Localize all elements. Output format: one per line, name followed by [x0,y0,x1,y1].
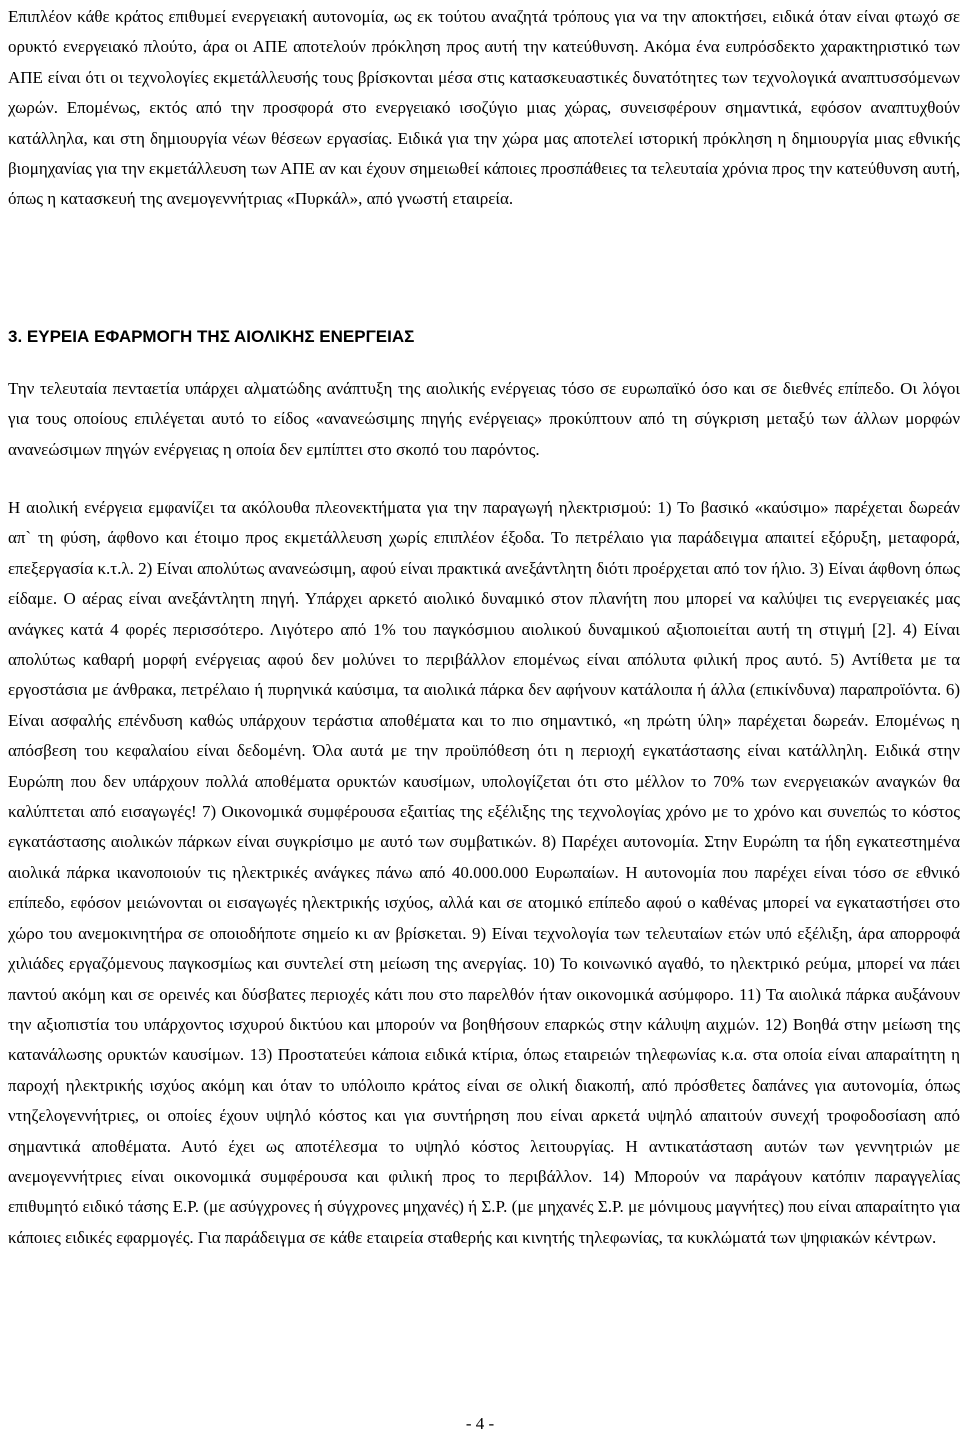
section-heading: 3. ΕΥΡΕΙΑ ΕΦΑΡΜΟΓΗ ΤΗΣ ΑΙΟΛΙΚΗΣ ΕΝΕΡΓΕΙΑΣ [8,327,415,346]
page-number: - 4 - [465,1414,495,1433]
page-footer [0,1414,960,1434]
body-paragraph: Η αιολική ενέργεια εμφανίζει τα ακόλουθα πλεονεκτήματα για την παραγωγή ηλεκτρισμού: 1) Το βασικό «καύσιμο» παρέχεται δωρεάν απ` τη φύση, άφθονο και έτοιμο προς εκμετάλλευση χωρίς επιπλέον έξοδα. Το πετρέλαιο για παράδειγμα απαιτεί εξόρυξη, μεταφορά, επεξεργασία κ.τ.λ. 2) Είναι απολύτως ανανεώσιμη, αφού είναι πρακτικά ανεξάντλητη διότι προέρχεται από τον ήλιο. 3) Είναι άφθονη όπως είδαμε. Ο αέρας είναι ανεξάντλητη πηγή. Υπάρχει αρκετό αιολικό δυναμικό στον πλανήτη που μπορεί να καλύψει τις ενεργειακές μας ανάγκες κατά 4 φορές περισσότερο. Λιγότερο από 1% του παγκόσμιου αιολικού δυναμικού αξιοποιείται αυτή τη στιγμή [2]. 4) Είναι απολύτως καθαρή μορφή ενέργειας αφού δεν μολύνει το περιβάλλον επομένως είναι απόλυτα φιλική προς αυτό. 5) Αντίθετα με τα εργοστάσια με άνθρακα, πετρέλαιο ή πυρηνικά καύσιμα, τα αιολικά πάρκα δεν αφήνουν κατάλοιπα ή άλλα (επικίνδυνα) παραπροϊόντα. 6) Είναι ασφαλής επένδυση καθώς υπάρχουν τεράστια αποθέματα και το πιο σημαντικό, «η πρώτη ύλη» παρέχεται δωρεάν. Επομένως η απόσβεση του κεφαλαίου είναι δεδομένη. Όλα αυτά με την προϋπόθεση ότι η περιοχή εγκατάστασης είναι κατάλληλη. Ειδικά στην Ευρώπη που δεν υπάρχουν πολλά αποθέματα ορυκτών καυσίμων, υπολογίζεται ότι στο μέλλον το 70% των ενεργειακών αναγκών θα καλύπτεται από εισαγωγές! 7) Οικονομικά συμφέρουσα εξαιτίας της εξέλιξης της τεχνολογίας χρόνο με το χρόνο και συνεπώς το κόστος εγκατάστασης αιολικών πάρκων είναι συγκρίσιμο με αυτό των συμβατικών. 8) Παρέχει αυτονομία. Στην Ευρώπη τα ήδη εγκατεστημένα αιολικά πάρκα ικανοποιούν τις ηλεκτρικές ανάγκες πάνω από 40.000.000 Ευρωπαίων. Η αυτονομία που παρέχει είναι τόσο σε εθνικό επίπεδο, εφόσον μειώνονται οι εισαγωγές ηλεκτρικής ισχύος, αλλά και σε ατομικό επίπεδο αφού ο καθένας μπορεί να εγκαταστήσει στο χώρο του ανεμοκινητήρα σε οποιοδήποτε σημείο κι αν βρίσκεται. 9) Είναι τεχνολογία των τελευταίων ετών υπό εξέλιξη, άρα απορροφά χιλιάδες εργαζόμενους παγκοσμίως και συντελεί στη μείωση της ανεργίας. 10) Το κοινωνικό αγαθό, το ηλεκτρικό ρεύμα, μπορεί να πάει παντού ακόμη και σε ορεινές και δύσβατες περιοχές κάτι που στο παρελθόν ήταν οικονομικά ασύμφορο. 11) Τα αιολικά πάρκα αυξάνουν την αξιοπιστία του υπάρχοντος ισχυρού δικτύου και μπορούν να βοηθήσουν επαρκώς στην κάλυψη αιχμών. 12) Βοηθά στην μείωση της κατανάλωσης ορυκτών καυσίμων. 13) Προστατεύει κάποια ειδικά κτίρια, όπως εταιρειών τηλεφωνίας κ.α. στα οποία είναι απαραίτητη η παροχή ηλεκτρικής ισχύος ακόμη και όταν το υπόλοιπο κράτος είναι σε ολική διακοπή, από πρόσθετες δαπάνες για αυτονομία, όπως ντηζελογεννήτριες, οι οποίες έχουν υψηλό κόστος και για συντήρηση που είναι αρκετά υψηλό απαιτούν συνεχή τροφοδοσίαση από σημαντικά αποθέματα. Αυτό έχει ως αποτέλεσμα το υψηλό κόστος λειτουργίας. Η αντικατάσταση αυτών των γεννητριών με ανεμογεννήτριες είναι οικονομικά συμφέρουσα και φιλική προς το περιβάλλον. 14) Μπορούν να παράγουν κατόπιν παραγγελίας επιθυμητό ειδικό τάσης Ε.Ρ. (με ασύγχρονες ή σύγχρονες μηχανές) ή Σ.Ρ. (με μηχανές Σ.Ρ. με μόνιμους μαγνήτες) που είναι απαραίτητο για κάποιες ειδικές εφαρμογές. Για παράδειγμα σε κάθε εταιρεία σταθερής και κινητής τηλεφωνίας, τα κυκλώματά των ψηφιακών κέντρων. [8,498,960,1247]
body-paragraph: Την τελευταία πενταετία υπάρχει αλματώδης ανάπτυξη της αιολικής ενέργειας τόσο σε ευρωπαϊκό όσο και σε διεθνές επίπεδο. Οι λόγοι για τους οποίους επιλέγεται αυτό το είδος «ανανεώσιμης πηγής ενέργειας» προκύπτουν από τη σύγκριση μεταξύ των άλλων μορφών ανανεώσιμων πηγών ενέργειας η οποία δεν εμπίπτει στο σκοπό του παρόντος. [8,379,960,459]
body-paragraph: Επιπλέον κάθε κράτος επιθυμεί ενεργειακή αυτονομία, ως εκ τούτου αναζητά τρόπους για να την αποκτήσει, ειδικά όταν είναι φτωχό σε ορυκτό ενεργειακό πλούτο, άρα οι ΑΠΕ αποτελούν πρόκληση προς αυτή την κατεύθυνση. Ακόμα ένα ευπρόσδεκτο χαρακτηριστικό των ΑΠΕ είναι ότι οι τεχνολογίες εκμετάλλευσής τους βρίσκονται μέσα στις κατασκευαστικές δυνατότητες των τεχνολογικά αναπτυσσόμενων χωρών. Επομένως, εκτός από την προσφορά στο ενεργειακό ισοζύγιο μιας χώρας, συνεισφέρουν σημαντικά, εφόσον αναπτυχθούν κατάλληλα, και στη δημιουργία νέων θέσεων εργασίας. Ειδικά για την χώρα μας αποτελεί ιστορική πρόκληση η δημιουργία μιας εθνικής βιομηχανίας για την εκμετάλλευση των ΑΠΕ αν και έχουν σημειωθεί κάποιες προσπάθειες τα τελευταία χρόνια προς την κατεύθυνση αυτή, όπως η κατασκευή της ανεμογεννήτριας «Πυρκάλ», από γνωστή εταιρεία. [8,7,960,209]
